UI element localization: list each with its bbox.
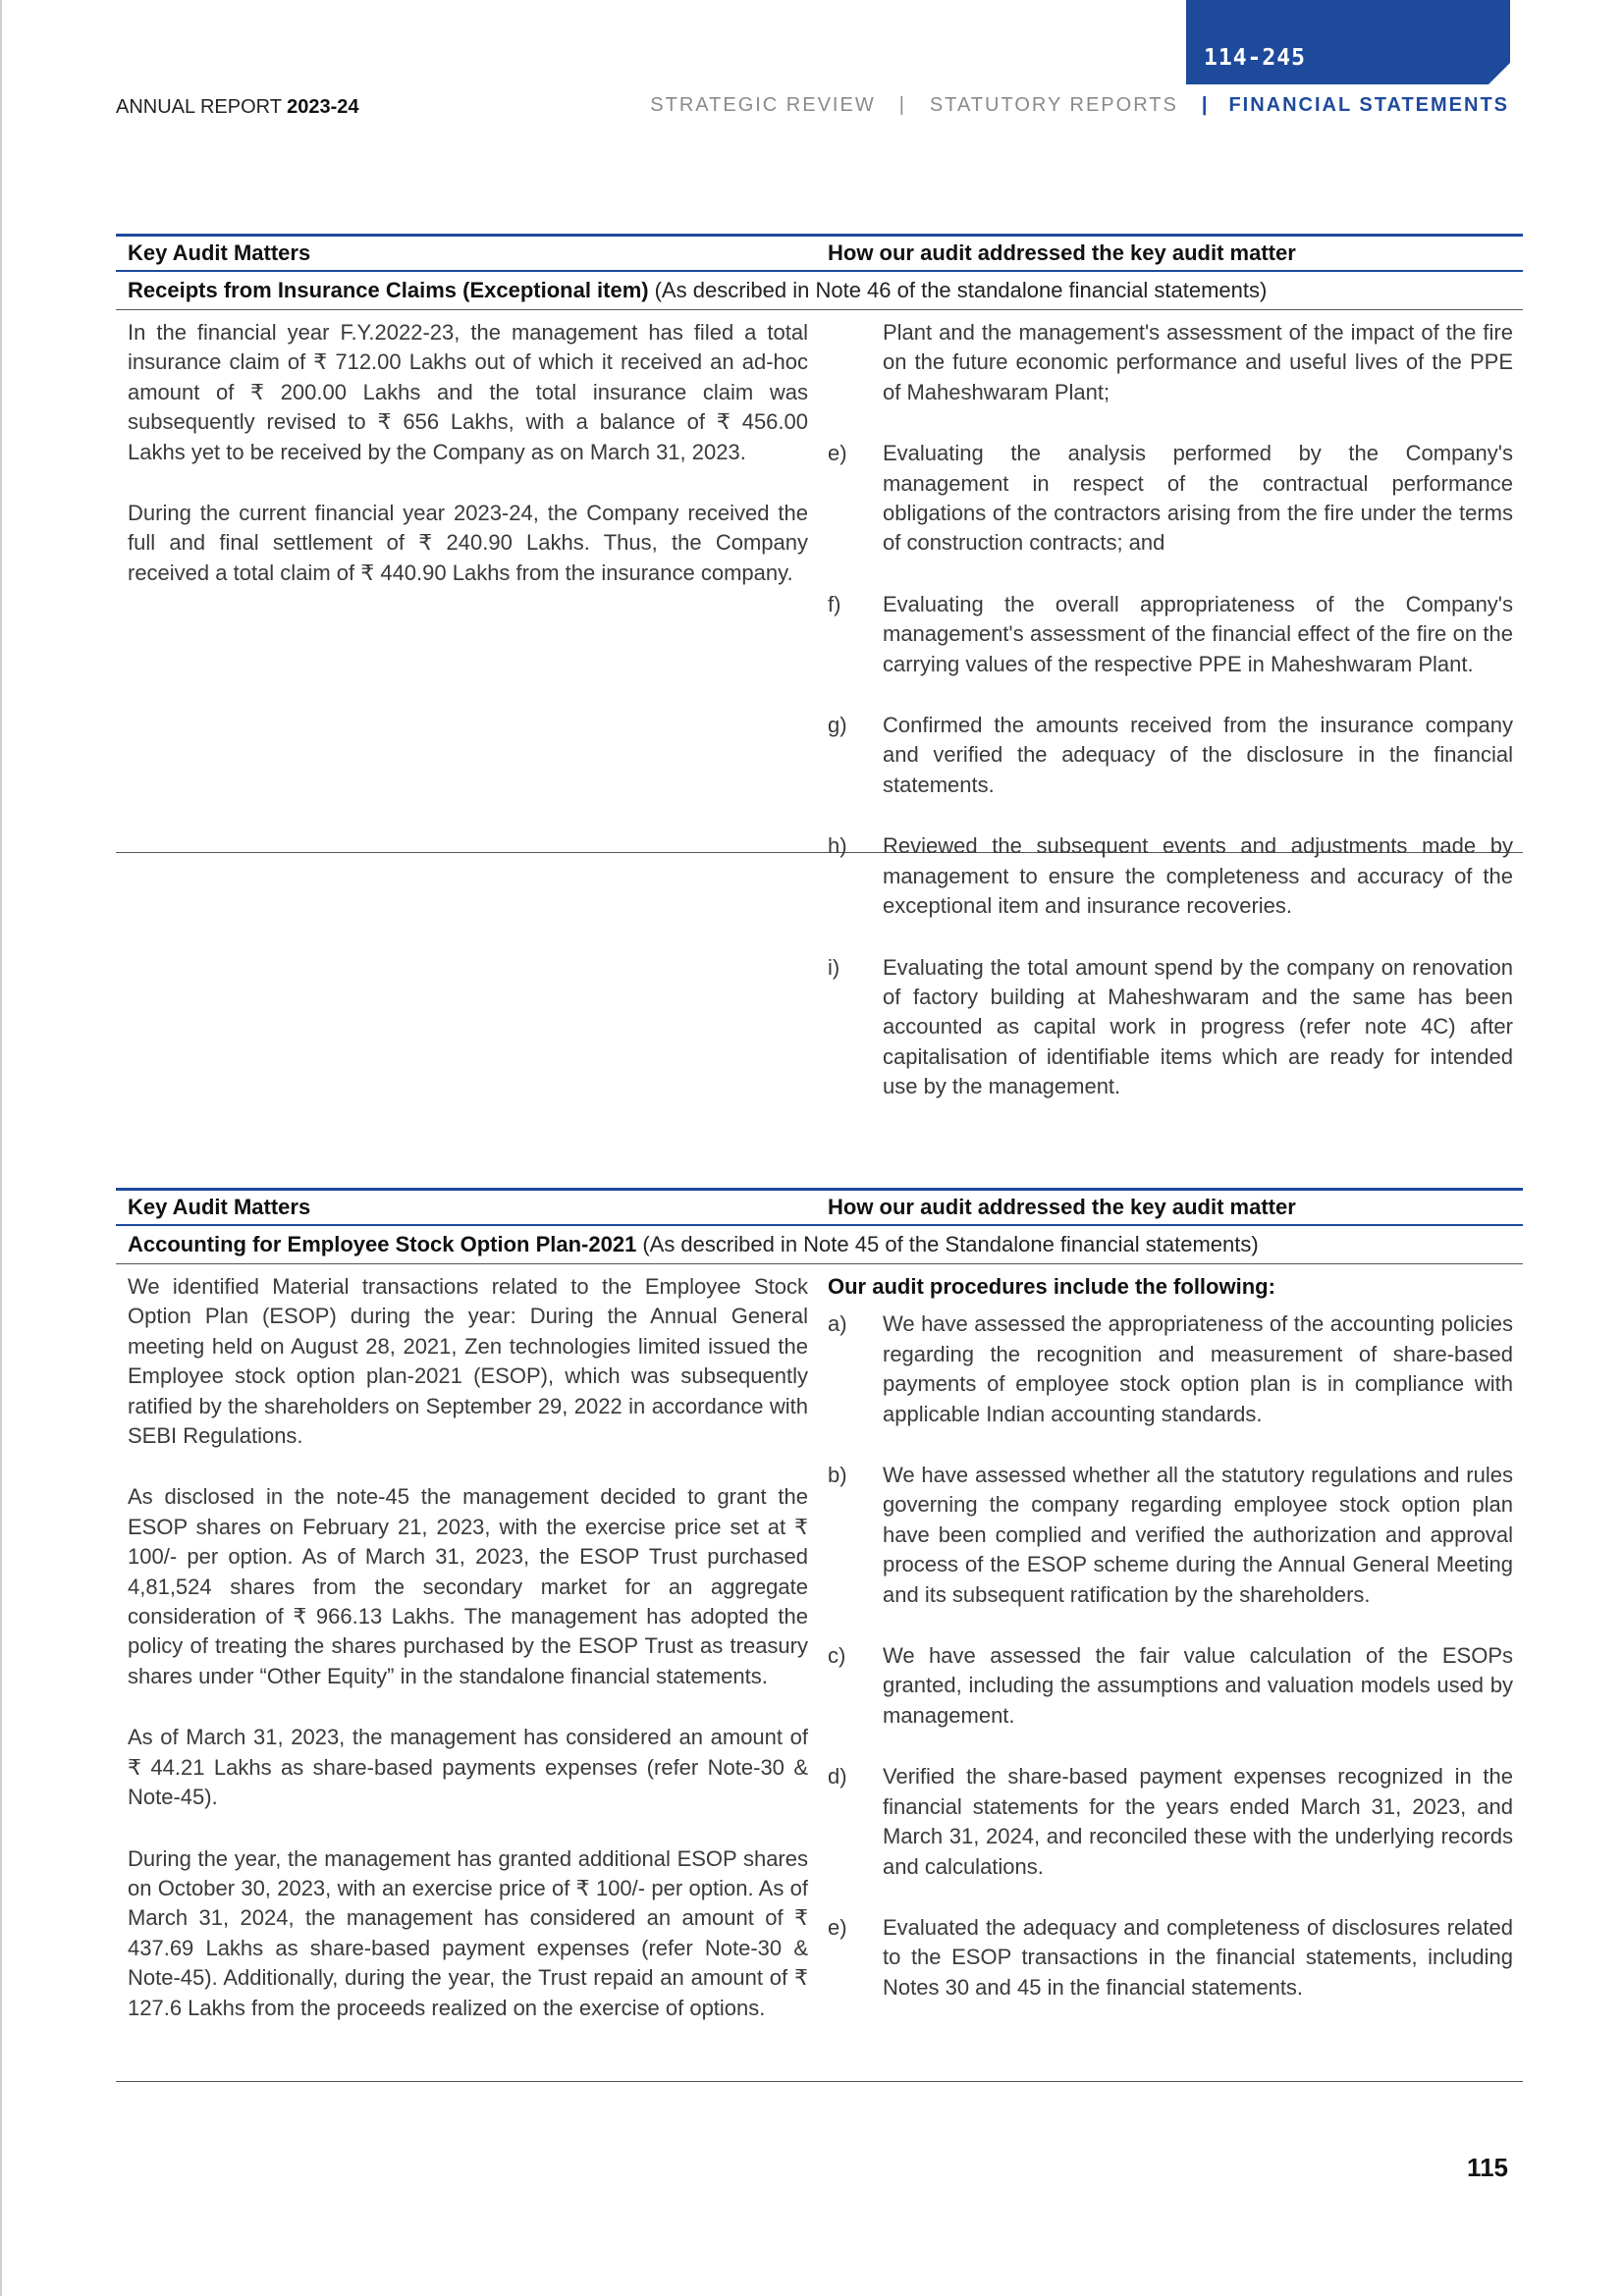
procedure-item: [828, 953, 1513, 1102]
procedure-label: f): [828, 591, 841, 616]
audit-procedures: [828, 310, 1523, 1099]
procedure-text: Verified the share-based payment expenses recognized in the financial statements for the years ended March 31, 2023, and March 31, 2024, and reconciled these with the underlying records and calculations.: [883, 1764, 1513, 1879]
nav-separator-active: |: [1201, 94, 1210, 116]
matter-paragraph: In the financial year F.Y.2022-23, the management has filed a total insurance claim of ₹ 712.00 Lakhs out of which it received an ad-hoc amount of ₹ 200.00 Lakhs and the total insurance claim was subsequently revised to ₹ 656 Lakhs, with a balance of ₹ 456.00 Lakhs yet to be received by the Company as on March 31, 2023.: [128, 320, 808, 464]
kam-table-esop: [116, 1188, 1523, 2082]
procedure-label: e): [828, 441, 847, 466]
procedure-item: [828, 439, 1513, 559]
procedure-item: [828, 1461, 1513, 1610]
kam-table-header: [116, 234, 1523, 272]
matter-description: [116, 1264, 828, 2081]
procedure-text: Evaluated the adequacy and completeness of disclosures related to the ESOP transactions in the financial statements, including Notes 30 and 45 in the financial statements.: [883, 1914, 1513, 2000]
matter-paragraph: As of March 31, 2023, the management has considered an amount of ₹ 44.21 Lakhs as share-based payments expenses (refer Note-30 & Note-45).: [128, 1725, 808, 1810]
nav-strategic-review[interactable]: STRATEGIC REVIEW: [650, 94, 876, 116]
kam-subject: [116, 272, 1523, 310]
procedure-item: [828, 1913, 1513, 2002]
nav-financial-statements[interactable]: FINANCIAL STATEMENTS: [1228, 94, 1509, 116]
page-number: 115: [1467, 2153, 1508, 2182]
procedure-item: [828, 711, 1513, 800]
procedure-text: We have assessed whether all the statutory regulations and rules governing the company regarding employee stock option plan have been complied and verified the authorization and approval process of the ESOP scheme during the Annual General Meeting and its subsequent ratification by the shareholders.: [883, 1463, 1513, 1607]
procedure-label: a): [828, 1311, 847, 1337]
col-audit-response: How our audit addressed the key audit matter: [828, 1195, 1296, 1219]
kam-table-header: [116, 1188, 1523, 1226]
procedure-label: c): [828, 1643, 846, 1669]
procedures-title: Our audit procedures include the following:: [828, 1274, 1275, 1299]
kam-subject: [116, 1226, 1523, 1264]
col-audit-response: How our audit addressed the key audit matter: [828, 240, 1296, 265]
report-title: [116, 96, 359, 119]
procedure-item: [828, 831, 1513, 921]
procedure-item: [828, 1309, 1513, 1429]
procedure-item: [828, 590, 1513, 679]
col-key-audit-matters: Key Audit Matters: [128, 240, 311, 265]
kam-table-insurance: [116, 234, 1523, 1099]
kam-body: [116, 1264, 1523, 2082]
procedure-text: Evaluating the total amount spend by the company on renovation of factory building at Maheshwaram and the same has been accounted as capital work in progress (refer note 4C) after capitalisation of identifiable items which are ready for intended use by the management.: [883, 954, 1513, 1099]
page-range: 114-245: [1204, 45, 1306, 71]
kam-subject-title: Receipts from Insurance Claims (Exceptional item): [128, 278, 649, 302]
procedure-label: b): [828, 1463, 847, 1488]
matter-paragraph: During the year, the management has granted additional ESOP shares on October 30, 2023, with an exercise price of ₹ 100/- per option. As of March 31, 2024, the management has considered an amount of ₹ 437.69 Lakhs as share-based payment expenses (refer Note-30 & Note-45). Additionally, during the year, the Trust repaid an amount of ₹ 127.6 Lakhs from the proceeds realized on the exercise of options.: [128, 1845, 808, 2020]
matter-paragraph: As disclosed in the note-45 the management decided to grant the ESOP shares on February 21, 2023, with the exercise price set at ₹ 100/- per option. As of March 31, 2023, the ESOP Trust purchased 4,81,524 shares from the secondary market for an aggregate consideration of ₹ 966.13 Lakhs. The management has adopted the policy of treating the shares purchased by the ESOP Trust as treasury shares under “Other Equity” in the standalone financial statements.: [128, 1484, 808, 1688]
page-edge: [0, 0, 2, 2296]
section-tab: [1186, 0, 1510, 84]
audit-procedures: [828, 1264, 1523, 2081]
section-nav: [650, 94, 1509, 117]
procedure-item: [828, 1762, 1513, 1882]
procedure-item-continued: Plant and the management's assessment of the impact of the fire on the future economic performance and useful lives of the PPE of Maheshwaram Plant;: [883, 320, 1513, 404]
procedure-text: Evaluating the analysis performed by the Company's management in respect of the contractual performance obligations of the contractors arising from the fire under the terms of construction contracts; and: [883, 441, 1513, 556]
procedure-label: i): [828, 954, 840, 980]
procedure-label: e): [828, 1914, 847, 1940]
col-key-audit-matters: Key Audit Matters: [128, 1195, 311, 1219]
procedure-text: Evaluating the overall appropriateness of the Company's management's assessment of the financial effect of the fire on the carrying values of the respective PPE in Maheshwaram Plant.: [883, 591, 1513, 676]
procedure-text: Reviewed the subsequent events and adjustments made by management to ensure the completeness and accuracy of the exceptional item and insurance recoveries.: [883, 833, 1513, 919]
kam-subject-note: (As described in Note 46 of the standalone financial statements): [654, 278, 1268, 302]
nav-statutory-reports[interactable]: STATUTORY REPORTS: [929, 94, 1178, 116]
procedure-item: [828, 1641, 1513, 1731]
procedure-label: h): [828, 833, 847, 859]
matter-description: [116, 310, 828, 852]
procedure-text: We have assessed the fair value calculation of the ESOPs granted, including the assumptions and valuation models used by management.: [883, 1643, 1513, 1728]
procedure-label: d): [828, 1764, 847, 1789]
kam-subject-title: Accounting for Employee Stock Option Plan-2021: [128, 1232, 637, 1256]
procedure-text: Confirmed the amounts received from the insurance company and verified the adequacy of the disclosure in the financial statements.: [883, 713, 1513, 797]
kam-subject-note: (As described in Note 45 of the Standalone financial statements): [642, 1232, 1259, 1256]
matter-paragraph: During the current financial year 2023-24, the Company received the full and final settlement of ₹ 240.90 Lakhs. Thus, the Company received a total claim of ₹ 440.90 Lakhs from the insurance company.: [128, 501, 808, 585]
procedure-label: g): [828, 713, 847, 738]
nav-separator: |: [898, 94, 906, 116]
procedure-text: We have assessed the appropriateness of the accounting policies regarding the recognition and measurement of share-based payments of employee stock option plan is in compliance with applicable Indian accounting standards.: [883, 1311, 1513, 1426]
report-title-prefix: ANNUAL REPORT: [116, 96, 288, 118]
report-title-year: 2023-24: [287, 96, 359, 118]
kam-body: [116, 310, 1523, 1099]
matter-paragraph: We identified Material transactions related to the Employee Stock Option Plan (ESOP) during the year: During the Annual General meeting held on August 28, 2021, Zen technologies limited issued the Employee stock option plan-2021 (ESOP), which was subsequently ratified by the shareholders on September 29, 2022 in accordance with SEBI Regulations.: [128, 1274, 808, 1449]
